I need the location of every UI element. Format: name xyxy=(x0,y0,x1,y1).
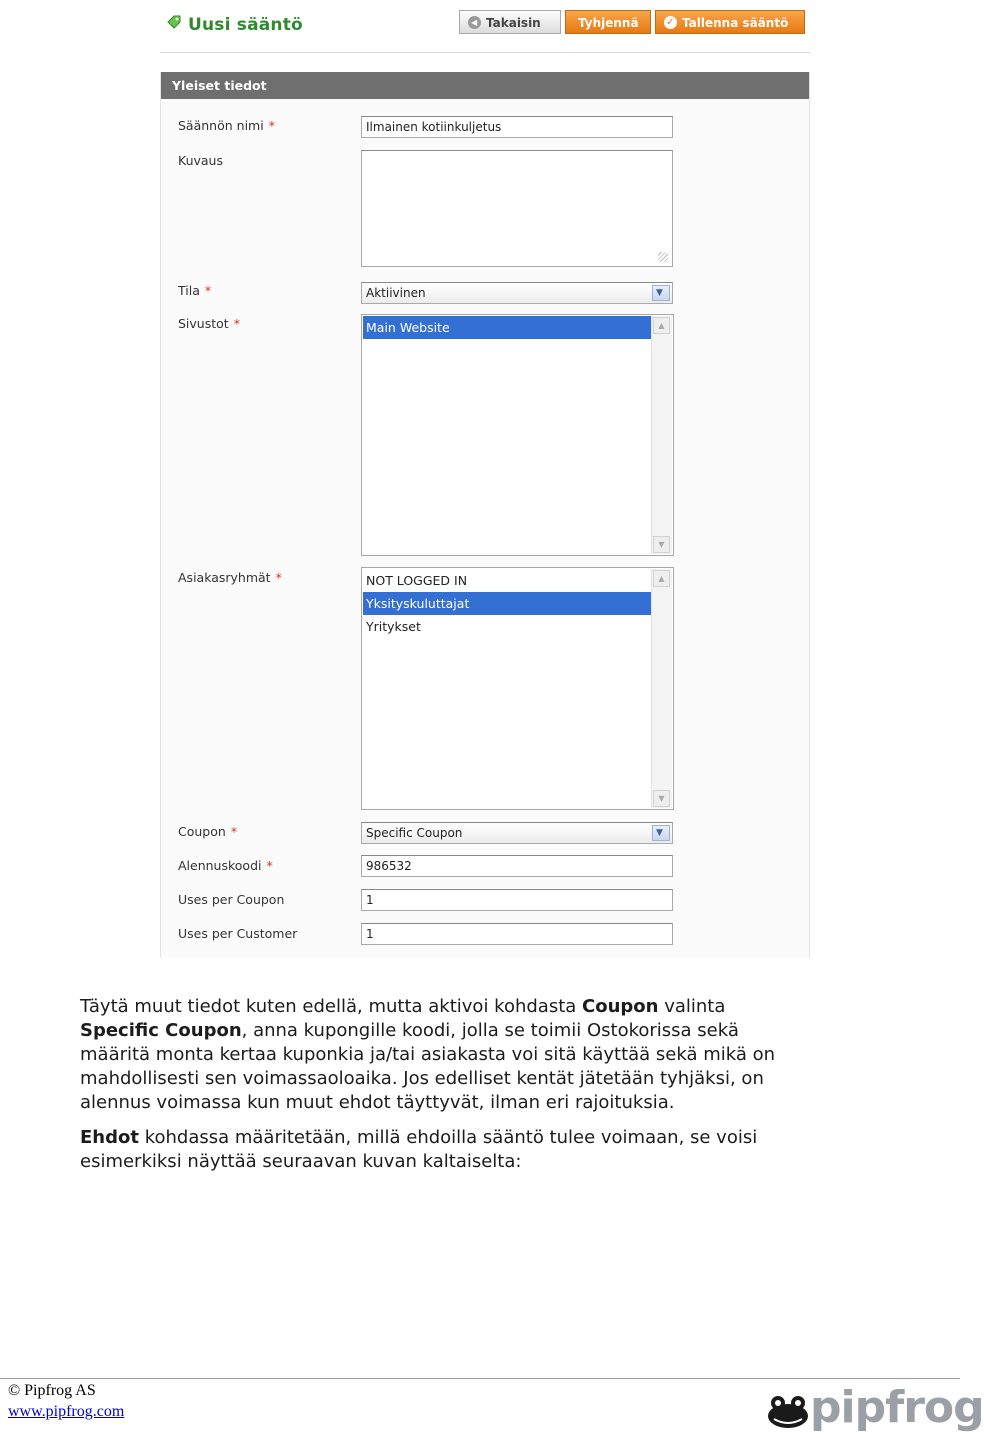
save-button-label: Tallenna sääntö xyxy=(682,16,789,30)
pipfrog-logo xyxy=(766,1382,984,1434)
back-arrow-icon xyxy=(468,16,481,29)
scrollbar[interactable] xyxy=(651,569,672,808)
description-textarea[interactable] xyxy=(361,150,673,267)
required-marker: * xyxy=(230,824,238,839)
scroll-down-icon[interactable]: ▼ xyxy=(653,536,670,553)
rule-name-label: Säännön nimi * xyxy=(178,118,275,133)
footer-divider xyxy=(0,1378,960,1379)
section-title: Yleiset tiedot xyxy=(161,72,809,99)
scroll-up-icon[interactable]: ▲ xyxy=(653,570,670,587)
reset-button-label: Tyhjennä xyxy=(578,16,639,30)
websites-multiselect[interactable] xyxy=(361,314,674,556)
required-marker: * xyxy=(268,118,275,133)
list-option[interactable]: Yksityskuluttajat xyxy=(363,592,651,615)
frog-icon xyxy=(766,1392,810,1432)
back-button[interactable] xyxy=(459,10,561,34)
status-label: Tila * xyxy=(178,283,212,298)
customer-groups-multiselect[interactable] xyxy=(361,567,674,810)
paragraph-text: mahdollisesti sen voimassaoloaika. Jos edelliset kentät jätetään tyhjäksi, on xyxy=(80,1068,764,1089)
save-rule-button[interactable] xyxy=(655,10,805,34)
chevron-down-icon[interactable] xyxy=(652,825,670,841)
paragraph-text: määritä monta kertaa kuponkia ja/tai asiakasta voi sitä käyttää sekä mikä on xyxy=(80,1044,776,1065)
paragraph-text: kohdassa määritetään, millä ehdoilla sääntö tulee voimaan, se voisi xyxy=(138,1127,758,1148)
form-toolbar xyxy=(160,0,810,53)
resize-grip-icon[interactable] xyxy=(658,252,668,262)
paragraph-text: alennus voimassa kun muut ehdot täyttyvät, ilman eri rajoituksia. xyxy=(80,1092,675,1113)
coupon-code-input[interactable]: 986532 xyxy=(361,855,673,877)
reset-button[interactable] xyxy=(565,10,651,34)
scrollbar[interactable] xyxy=(651,316,672,554)
uses-per-coupon-label: Uses per Coupon xyxy=(178,892,285,907)
paragraph-text: valinta xyxy=(658,996,726,1017)
uses-per-coupon-input[interactable]: 1 xyxy=(361,889,673,911)
required-marker: * xyxy=(266,858,273,873)
bold-term: Coupon xyxy=(582,996,659,1017)
description-label: Kuvaus xyxy=(178,153,223,168)
coupon-select[interactable] xyxy=(361,822,673,844)
scroll-up-icon[interactable]: ▲ xyxy=(653,317,670,334)
websites-label: Sivustot * xyxy=(178,316,240,331)
required-marker: * xyxy=(204,283,212,298)
bold-term: Ehdot xyxy=(80,1127,139,1148)
checkmark-icon xyxy=(664,16,677,29)
uses-per-customer-label: Uses per Customer xyxy=(178,926,298,941)
general-info-section xyxy=(160,72,810,958)
status-select-value: Aktiivinen xyxy=(366,286,426,300)
customer-groups-label: Asiakasryhmät * xyxy=(178,570,282,585)
chevron-down-icon[interactable] xyxy=(652,285,670,301)
back-button-label: Takaisin xyxy=(486,16,541,30)
paragraph-text: Täytä muut tiedot kuten edellä, mutta aktivoi kohdasta xyxy=(80,996,583,1017)
coupon-select-value: Specific Coupon xyxy=(366,826,463,840)
list-option[interactable]: NOT LOGGED IN xyxy=(366,573,468,588)
rule-form-screenshot xyxy=(160,0,810,958)
instructions-paragraph xyxy=(80,995,880,1115)
bold-term: Specific Coupon xyxy=(80,1020,242,1041)
logo-wordmark: pipfrog xyxy=(810,1382,984,1433)
status-select[interactable] xyxy=(361,282,673,304)
tag-icon xyxy=(166,14,182,30)
conditions-paragraph xyxy=(80,1126,880,1174)
uses-per-customer-input[interactable]: 1 xyxy=(361,923,673,945)
rule-name-input[interactable]: Ilmainen kotiinkuljetus xyxy=(361,116,673,138)
required-marker: * xyxy=(233,316,240,331)
page-title: Uusi sääntö xyxy=(188,15,303,35)
list-option[interactable]: Yritykset xyxy=(366,619,421,634)
required-marker: * xyxy=(275,570,282,585)
list-option[interactable]: Main Website xyxy=(363,316,651,339)
website-link[interactable]: www.pipfrog.com xyxy=(8,1403,125,1420)
copyright-text: © Pipfrog AS xyxy=(8,1382,96,1399)
coupon-code-label: Alennuskoodi * xyxy=(178,858,273,873)
coupon-label: Coupon * xyxy=(178,824,238,839)
paragraph-text: esimerkiksi näyttää seuraavan kuvan kaltaiselta: xyxy=(80,1151,522,1172)
scroll-down-icon[interactable]: ▼ xyxy=(653,790,670,807)
paragraph-text: , anna kupongille koodi, jolla se toimii Ostokorissa sekä xyxy=(241,1020,739,1041)
